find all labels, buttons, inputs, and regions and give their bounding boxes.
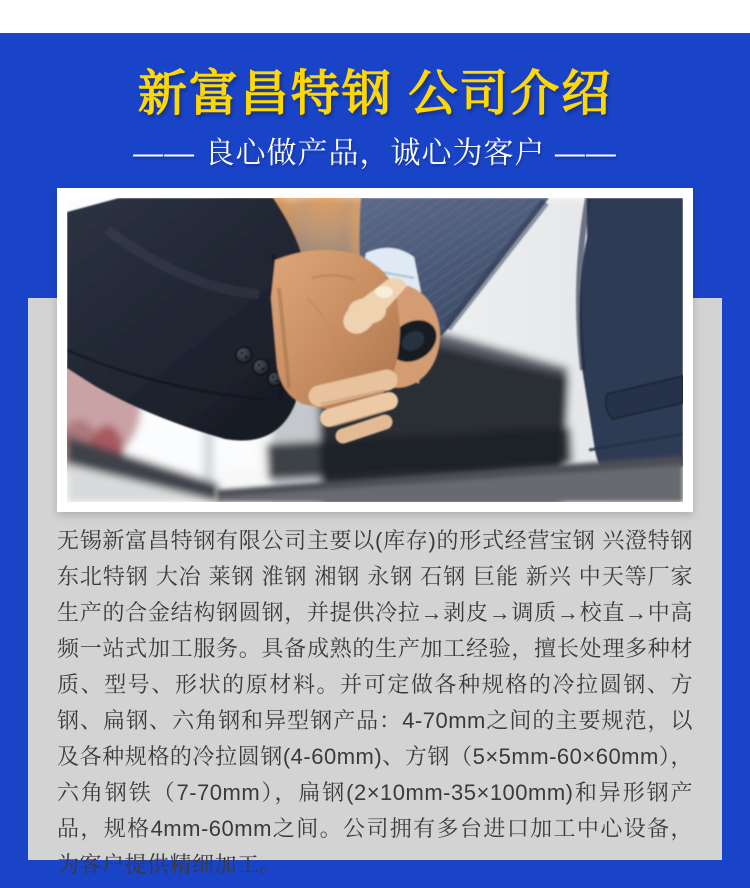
top-white-band [0,0,750,33]
handshake-photo [67,198,683,502]
page-subtitle: —— 良心做产品，诚心为客户 —— [133,137,617,170]
intro-paragraph: 无锡新富昌特钢有限公司主要以(库存)的形式经营宝钢 兴澄特钢 东北特钢 大冶 莱钢 淮钢 湘钢 永钢 石钢 巨能 新兴 中天等厂家生产的合金结构钢圆钢，并提供冷拉→剥皮→调质→校直→中高频一站式加工服务。具备成熟的生产加工经验，擅长处理多种材质、型号、形状的原材料。并可定做各种规格的冷拉圆钢、方钢、扁钢、六角钢和异型钢产品：4-70mm之间的主要规范，以及各种规格的冷拉圆钢(4-60mm)、方钢（5×5mm-60×60mm），六角钢铁（7-70mm），扁钢(2×10mm-35×100mm)和异形钢产品，规格4mm-60mm之间。公司拥有多台进口加工中心设备，为客户提供精细加工。 [57,528,693,877]
page-title: 新富昌特钢 公司介绍 [137,67,613,121]
photo-frame [57,188,693,512]
